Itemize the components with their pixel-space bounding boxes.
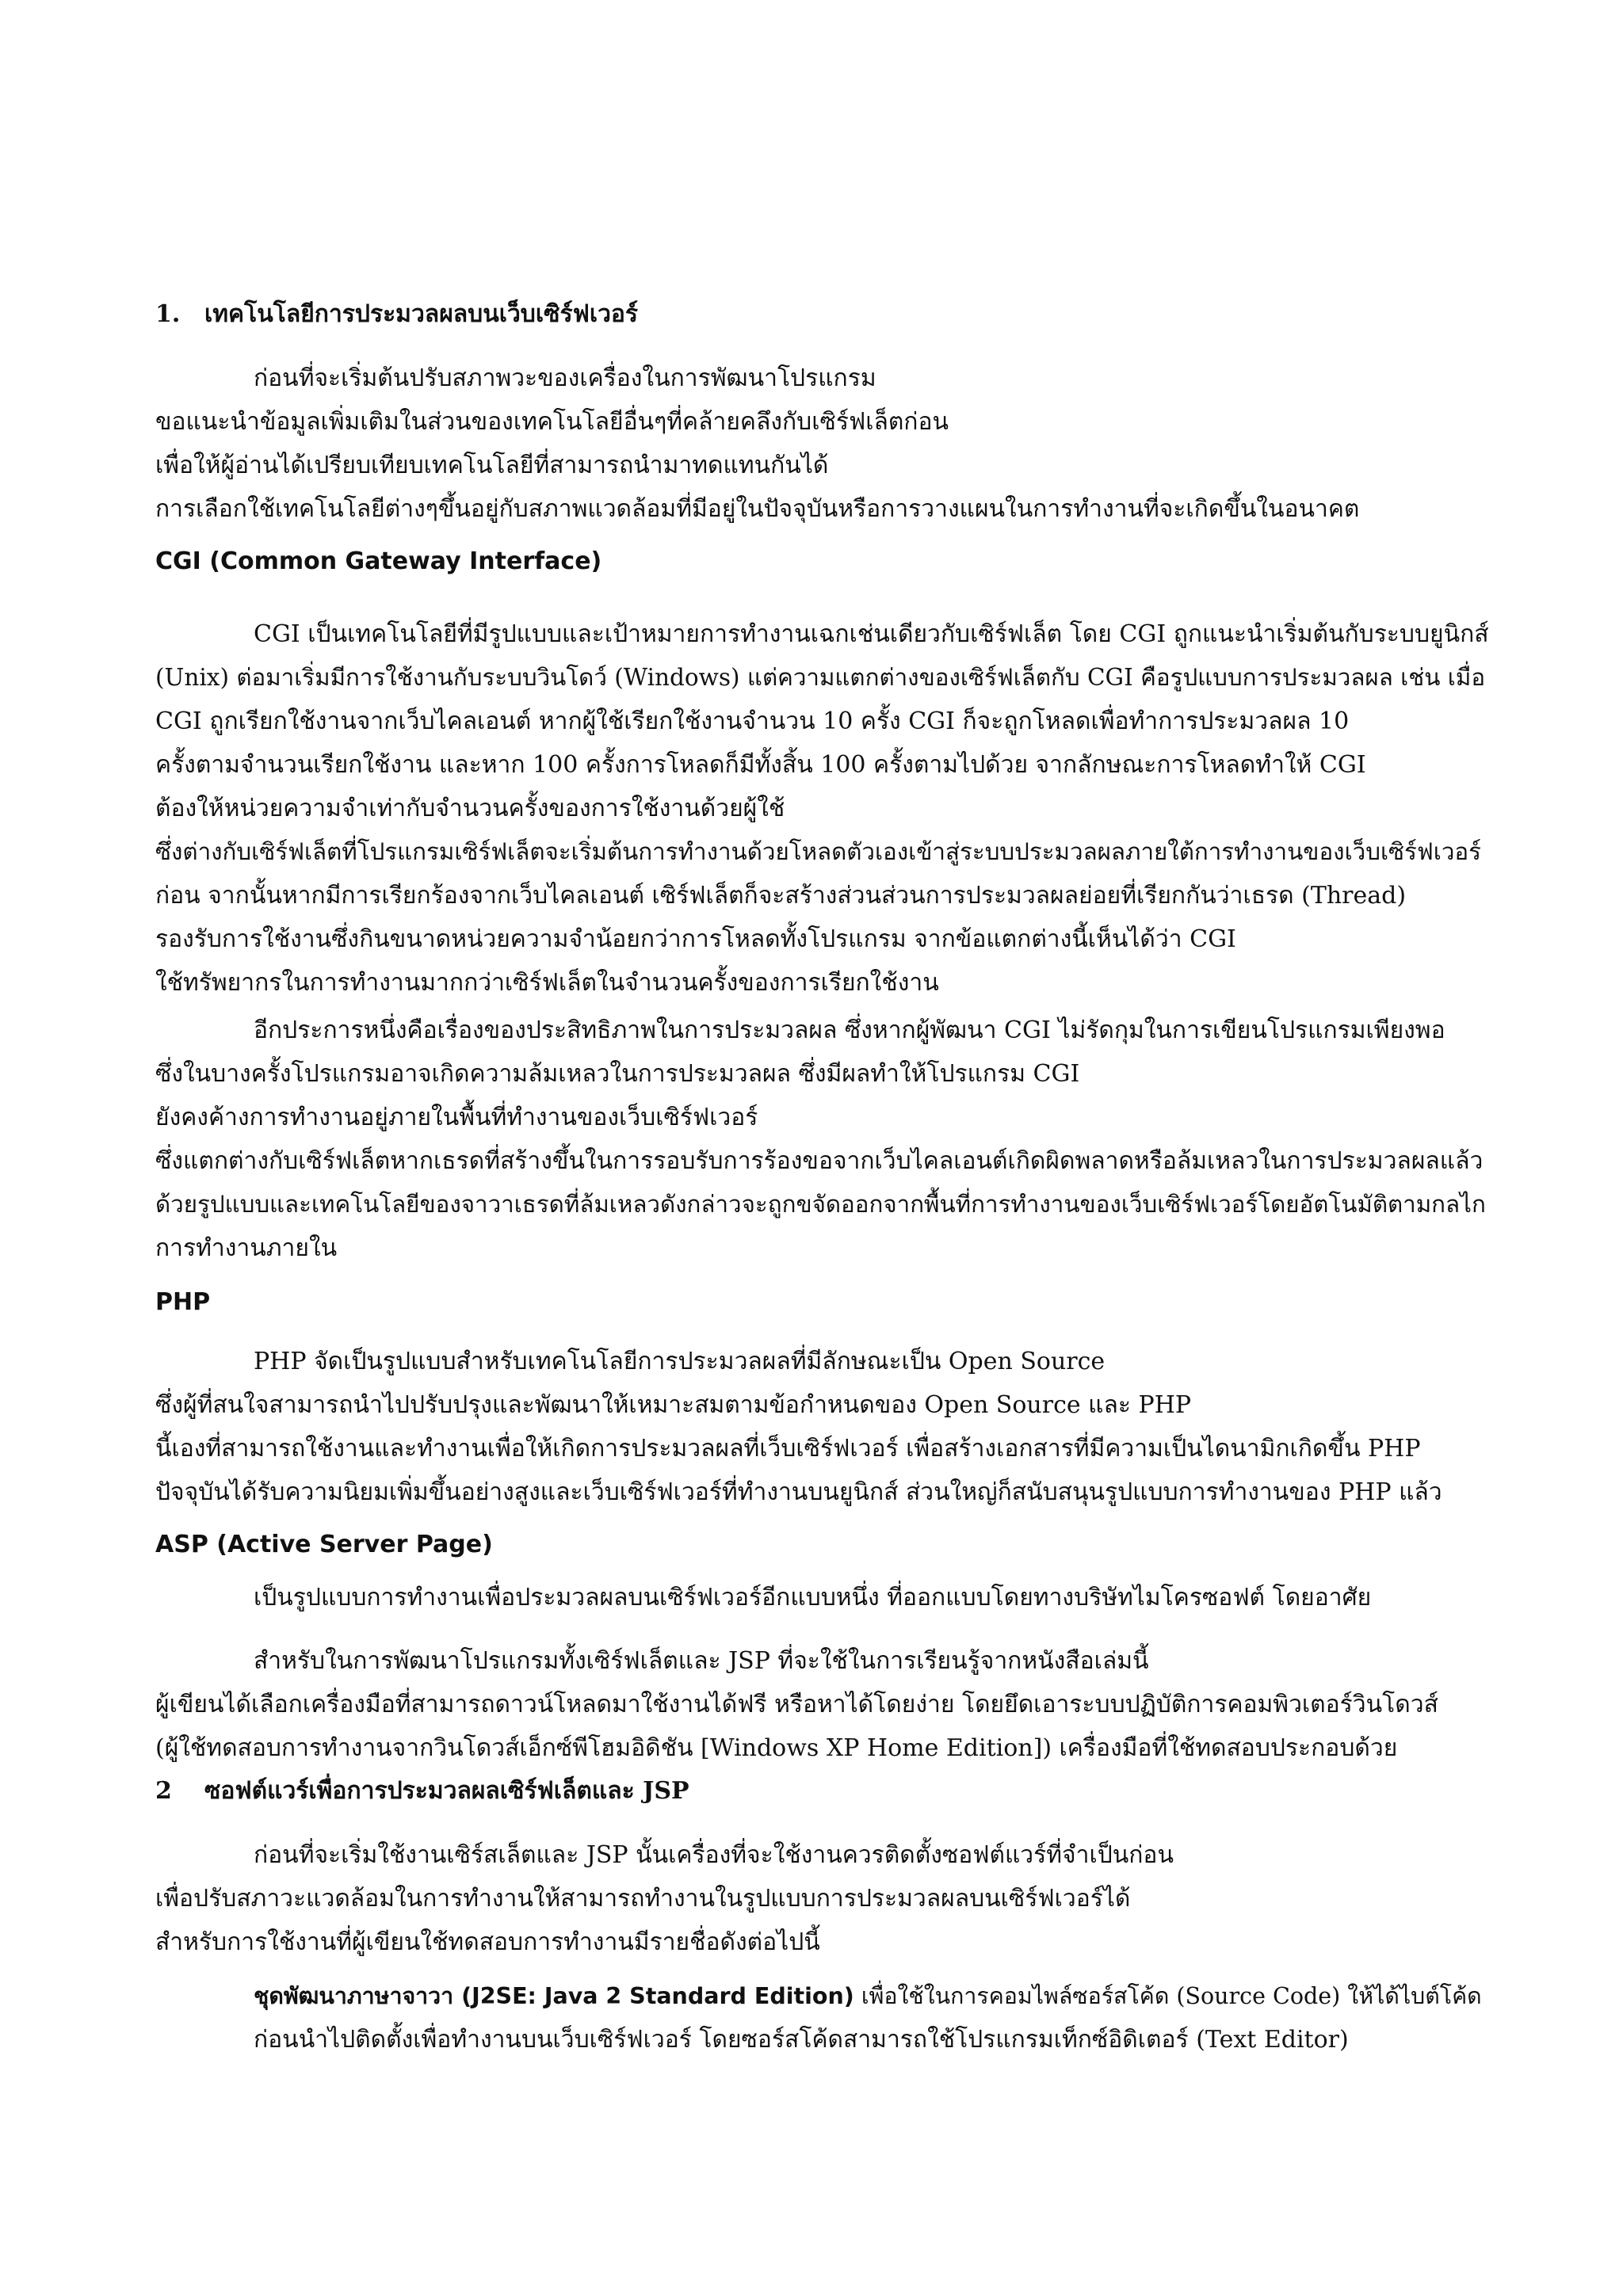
paragraph-line: สำหรับในการพัฒนาโปรแกรมทั้งเซิร์ฟเล็ตและ JSP ที่จะใช้ในการเรียนรู้จากหนังสือเล่มนี้: [254, 1647, 1149, 1675]
paragraph-line: ต้องให้หน่วยความจำเท่ากับจำนวนครั้งของการใช้งานด้วยผู้ใช้: [155, 795, 785, 822]
php-heading: PHP: [155, 1288, 211, 1316]
paragraph-line: ครั้งตามจำนวนเรียกใช้งาน และหาก 100 ครั้งการโหลดก็มีทั้งสิ้น 100 ครั้งตามไปด้วย จากลักษณะการโหลดทำให้ CGI: [155, 751, 1366, 779]
asp-paragraph-1: [155, 1576, 1503, 1619]
paragraph-line: ด้วยรูปแบบและเทคโนโลยีของจาวาเธรดที่ล้มเหลวดังกล่าวจะถูกขจัดออกจากพื้นที่การทำงานของเว็บเซิร์ฟเวอร์โดยอัตโนมัติตามกลไก: [155, 1191, 1486, 1218]
paragraph-line: (Unix) ต่อมาเริ่มมีการใช้งานกับระบบวินโดว์ (Windows) แต่ความแตกต่างของเซิร์ฟเล็ตกับ CGI คือรูปแบบการประมวลผล เช่น เมื่อ: [155, 664, 1486, 691]
paragraph-line: เพื่อปรับสภาวะแวดล้อมในการทำงานให้สามารถทำงานในรูปแบบการประมวลผลบนเซิร์ฟเวอร์ได้: [155, 1885, 1131, 1913]
section-title: ซอฟต์แวร์เพื่อการประมวลผลเซิร์ฟเล็ตและ JSP: [204, 1777, 689, 1805]
software-item-description: เพื่อใช้ในการคอมไพล์ซอร์สโค้ด (Source Code) ให้ได้ไบต์โค้ด: [854, 1983, 1482, 2009]
section-title: เทคโนโลยีการประมวลผลบนเว็บเซิร์ฟเวอร์: [204, 300, 639, 328]
section-number: 1.: [155, 300, 181, 328]
paragraph-line: ก่อนนำไปติดตั้งเพื่อทำงานบนเว็บเซิร์ฟเวอร์ โดยซอร์สโค้ดสามารถใช้โปรแกรมเท็กซ์อิดิเตอร์ (Text Editor): [254, 2026, 1349, 2054]
paragraph-line: ซึ่งต่างกับเซิร์ฟเล็ตที่โปรแกรมเซิร์ฟเล็ตจะเริ่มต้นการทำงานด้วยโหลดตัวเองเข้าสู่ระบบประมวลผลภายใต้การทำงานของเว็บเซิร์ฟเวอร์: [155, 838, 1481, 865]
php-paragraph: [155, 1340, 1503, 1514]
paragraph-line: เป็นรูปแบบการทำงานเพื่อประมวลผลบนเซิร์ฟเวอร์อีกแบบหนึ่ง ที่ออกแบบโดยทางบริษัทไมโครซอฟต์ โดยอาศัย: [254, 1584, 1372, 1611]
asp-section: [155, 1523, 1503, 1566]
paragraph-line: สำหรับการใช้งานที่ผู้เขียนใช้ทดสอบการทำงานมีรายชื่อดังต่อไปนี้: [155, 1928, 820, 1956]
paragraph-line: CGI เป็นเทคโนโลยีที่มีรูปแบบและเป้าหมายการทำงานเฉกเช่นเดียวกับเซิร์ฟเล็ต โดย CGI ถูกแนะนำเริ่มต้นกับระบบยูนิกส์: [254, 620, 1489, 648]
paragraph-line: ยังคงค้างการทำงานอยู่ภายในพื้นที่ทำงานของเว็บเซิร์ฟเวอร์: [155, 1104, 758, 1131]
paragraph-line: CGI ถูกเรียกใช้งานจากเว็บไคลเอนต์ หากผู้ใช้เรียกใช้งานจำนวน 10 ครั้ง CGI ก็จะถูกโหลดเพื่อทำการประมวลผล 10: [155, 707, 1350, 735]
section-1: [155, 292, 1503, 336]
php-section: [155, 1280, 1503, 1324]
paragraph-line: เพื่อให้ผู้อ่านได้เปรียบเทียบเทคโนโลยีที่สามารถนำมาทดแทนกันได้: [155, 452, 829, 479]
paragraph-line: อีกประการหนึ่งคือเรื่องของประสิทธิภาพในการประมวลผล ซึ่งหากผู้พัฒนา CGI ไม่รัดกุมในการเขียนโปรแกรมเพียงพอ: [254, 1016, 1445, 1044]
paragraph-line: นี้เองที่สามารถใช้งานและทำงานเพื่อให้เกิดการประมวลผลที่เว็บเซิร์ฟเวอร์ เพื่อสร้างเอกสารที่มีความเป็นไดนามิกเกิดขึ้น PHP: [155, 1435, 1421, 1463]
paragraph-line: ก่อน จากนั้นหากมีการเรียกร้องจากเว็บไคลเอนต์ เซิร์ฟเล็ตก็จะสร้างส่วนส่วนการประมวลผลย่อยที่เรียกกันว่าเธรด (Thread): [155, 882, 1407, 910]
paragraph-line: ซึ่งผู้ที่สนใจสามารถนำไปปรับปรุงและพัฒนาให้เหมาะสมตามข้อกำหนดของ Open Source และ PHP: [155, 1391, 1192, 1419]
cgi-heading: CGI (Common Gateway Interface): [155, 547, 602, 575]
software-item: [155, 1974, 1503, 2061]
section-number: 2: [155, 1777, 172, 1805]
paragraph-line: ผู้เขียนได้เลือกเครื่องมือที่สามารถดาวน์โหลดมาใช้งานได้ฟรี หรือหาได้โดยง่าย โดยยึดเอาระบบปฏิบัติการคอมพิวเตอร์วินโดวส์: [155, 1691, 1438, 1718]
paragraph-line: ปัจจุบันได้รับความนิยมเพิ่มขึ้นอย่างสูงและเว็บเซิร์ฟเวอร์ที่ทำงานบนยูนิกส์ ส่วนใหญ่ก็สนับสนุนรูปแบบการทำงานของ PHP แล้ว: [155, 1478, 1442, 1506]
cgi-section: [155, 540, 1503, 583]
paragraph-line: ก่อนที่จะเริ่มใช้งานเซิร์สเล็ตและ JSP นั้นเครื่องที่จะใช้งานควรติดตั้งซอฟต์แวร์ที่จำเป็นก่อน: [254, 1841, 1174, 1869]
paragraph-line: ซึ่งแตกต่างกับเซิร์ฟเล็ตหากเธรดที่สร้างขึ้นในการรอบรับการร้องขอจากเว็บไคลเอนต์เกิดผิดพลาดหรือล้มเหลวในการประมวลผลแล้ว: [155, 1147, 1484, 1175]
section-2: [155, 1769, 1503, 1813]
asp-paragraph-2: [155, 1639, 1503, 1770]
section-2-heading: [155, 1769, 1503, 1813]
section-1-intro: [155, 357, 1503, 531]
software-item-line: [155, 1974, 1503, 2018]
paragraph-line: ก่อนที่จะเริ่มต้นปรับสภาพวะของเครื่องในการพัฒนาโปรแกรม: [254, 364, 876, 392]
paragraph-line: (ผู้ใช้ทดสอบการทำงานจากวินโดวส์เอ็กซ์พีโฮมอิดิชัน [Windows XP Home Edition]) เครื่องมือที่ใช้ทดสอบประกอบด้วย: [155, 1734, 1398, 1762]
section-1-heading: [155, 292, 1503, 336]
paragraph-line: ซึ่งในบางครั้งโปรแกรมอาจเกิดความล้มเหลวในการประมวลผล ซึ่งมีผลทำให้โปรแกรม CGI: [155, 1060, 1080, 1088]
paragraph-line: การทำงานภายใน: [155, 1234, 338, 1262]
paragraph-line: PHP จัดเป็นรูปแบบสำหรับเทคโนโลยีการประมวลผลที่มีลักษณะเป็น Open Source: [254, 1348, 1106, 1375]
section-2-paragraph: [155, 1833, 1503, 1964]
cgi-paragraph-2: [155, 1009, 1503, 1270]
software-item-title: ชุดพัฒนาภาษาจาวา (J2SE: Java 2 Standard Edition): [254, 1983, 854, 2009]
asp-heading: ASP (Active Server Page): [155, 1531, 493, 1558]
paragraph-line: รองรับการใช้งานซึ่งกินขนาดหน่วยความจำน้อยกว่าการโหลดทั้งโปรแกรม จากข้อแตกต่างนี้เห็นได้ว่า CGI: [155, 925, 1236, 953]
paragraph-line: ขอแนะนำข้อมูลเพิ่มเติมในส่วนของเทคโนโลยีอื่นๆที่คล้ายคลึงกับเซิร์ฟเล็ตก่อน: [155, 408, 949, 436]
paragraph-line: การเลือกใช้เทคโนโลยีต่างๆขึ้นอยู่กับสภาพแวดล้อมที่มีอยู่ในปัจจุบันหรือการวางแผนในการทำงานที่จะเกิดขึ้นในอนาคต: [155, 495, 1360, 523]
cgi-paragraph-1: [155, 612, 1503, 1005]
paragraph-line: ใช้ทรัพยากรในการทำงานมากกว่าเซิร์ฟเล็ตในจำนวนครั้งของการเรียกใช้งาน: [155, 969, 939, 997]
